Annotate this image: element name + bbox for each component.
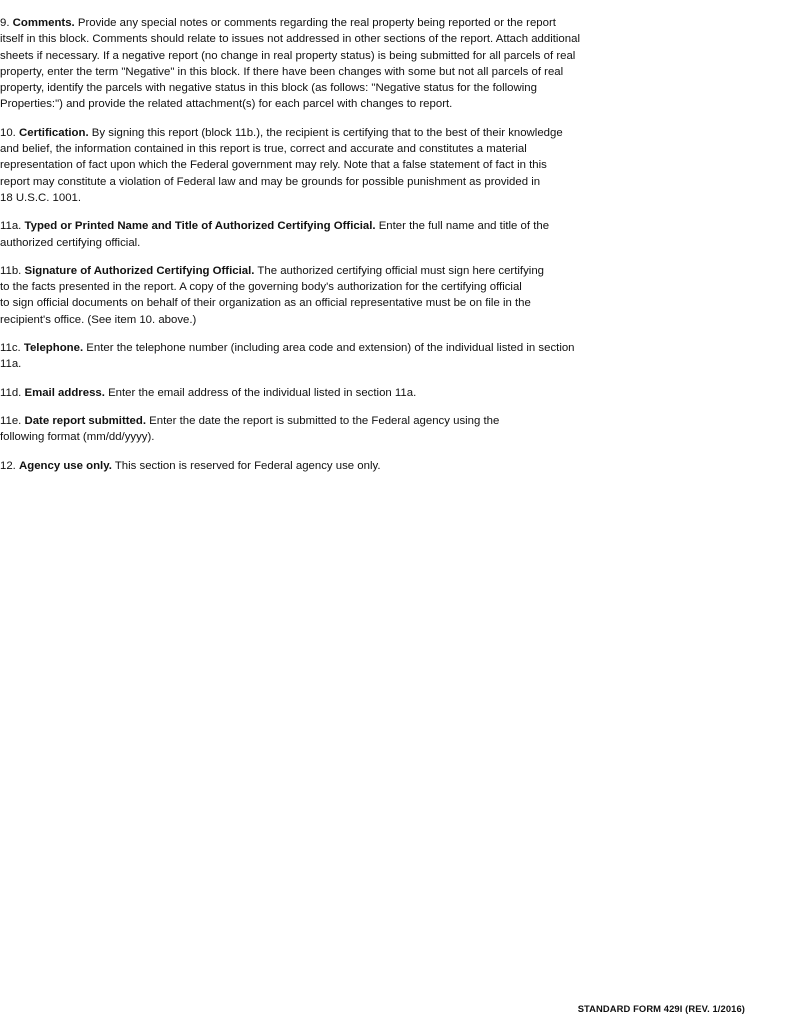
section-11d-email <box>0 385 668 401</box>
text-line <box>0 125 668 141</box>
text-line: and belief, the information contained in this report is true, correct and accurate and constitutes a material <box>0 143 527 156</box>
text-line: 18 U.S.C. 1001. <box>0 191 82 204</box>
section-number: 9. <box>0 17 10 29</box>
section-10-certification <box>0 125 668 206</box>
text-line <box>0 263 668 279</box>
text-line <box>0 413 668 429</box>
section-label: Typed or Printed Name and Title of Authorized Certifying Official. <box>24 220 376 233</box>
section-number: 12. <box>0 459 16 472</box>
text-line: representation of fact upon which the Federal government may rely. Note that a false statement of fact in this <box>0 159 547 172</box>
text-line <box>0 458 668 474</box>
text-line <box>0 340 668 356</box>
section-text: The authorized certifying official must sign here certifying <box>254 264 544 277</box>
section-11e-date <box>0 413 668 446</box>
section-text: By signing this report (block 11b.), the recipient is certifying that to the best of their knowledge <box>88 126 563 139</box>
section-label: Telephone. <box>23 342 84 355</box>
section-label: Signature of Authorized Certifying Official. <box>24 264 255 277</box>
text-line: authorized certifying official. <box>0 236 141 249</box>
text-line: following format (mm/dd/yyyy). <box>0 431 155 444</box>
section-11b-signature <box>0 263 668 328</box>
section-12-agency-use <box>0 458 668 474</box>
section-text: This section is reserved for Federal agency use only. <box>111 459 381 472</box>
section-number: 11c. <box>0 342 21 355</box>
text-line: 11a. <box>0 358 22 371</box>
text-line <box>0 15 668 31</box>
text-line: to the facts presented in the report. A copy of the governing body's authorization for the certifying official <box>0 281 522 294</box>
section-number: 11d. <box>0 386 22 399</box>
text-line: recipient's office. (See item 10. above.) <box>0 313 197 326</box>
form-footer: STANDARD FORM 429I (REV. 1/2016) <box>577 1003 745 1014</box>
section-11a-name-title <box>0 218 668 251</box>
section-text: Enter the email address of the individual listed in section 11a. <box>104 386 417 399</box>
text-line: property, identify the parcels with negative status in this block (as follows: "Negative status for the following <box>0 82 537 95</box>
section-number: 11a. <box>0 220 22 233</box>
section-label: Comments. <box>12 17 75 29</box>
section-text: Enter the telephone number (including area code and extension) of the individual listed in section <box>83 342 575 355</box>
text-line: to sign official documents on behalf of their organization as an official representative must be on file in the <box>0 297 531 310</box>
section-label: Date report submitted. <box>24 414 147 427</box>
section-text: Provide any special notes or comments regarding the real property being reported or the report <box>74 17 556 29</box>
text-line: itself in this block. Comments should relate to issues not addressed in other sections of the report. Attach additional <box>0 33 580 46</box>
section-9-comments <box>0 15 668 113</box>
text-line <box>0 385 668 401</box>
section-label: Agency use only. <box>19 459 112 472</box>
instructions-body <box>0 15 668 474</box>
text-line: Properties:") and provide the related attachment(s) for each parcel with changes to report. <box>0 98 453 111</box>
text-line: property, enter the term "Negative" in this block. If there have been changes with some but not all parcels of real <box>0 65 564 78</box>
section-text: Enter the full name and title of the <box>375 220 550 233</box>
section-number: 11e. <box>0 414 22 427</box>
section-number: 11b. <box>0 264 22 277</box>
text-line <box>0 218 668 234</box>
section-11c-telephone <box>0 340 668 373</box>
text-line: report may constitute a violation of Federal law and may be grounds for possible punishment as provided in <box>0 175 541 188</box>
section-number: 10. <box>0 126 16 139</box>
text-line: sheets if necessary. If a negative report (no change in real property status) is being submitted for all parcels of real <box>0 49 576 62</box>
section-text: Enter the date the report is submitted to the Federal agency using the <box>146 414 500 427</box>
section-label: Email address. <box>24 386 105 399</box>
section-label: Certification. <box>19 126 89 139</box>
